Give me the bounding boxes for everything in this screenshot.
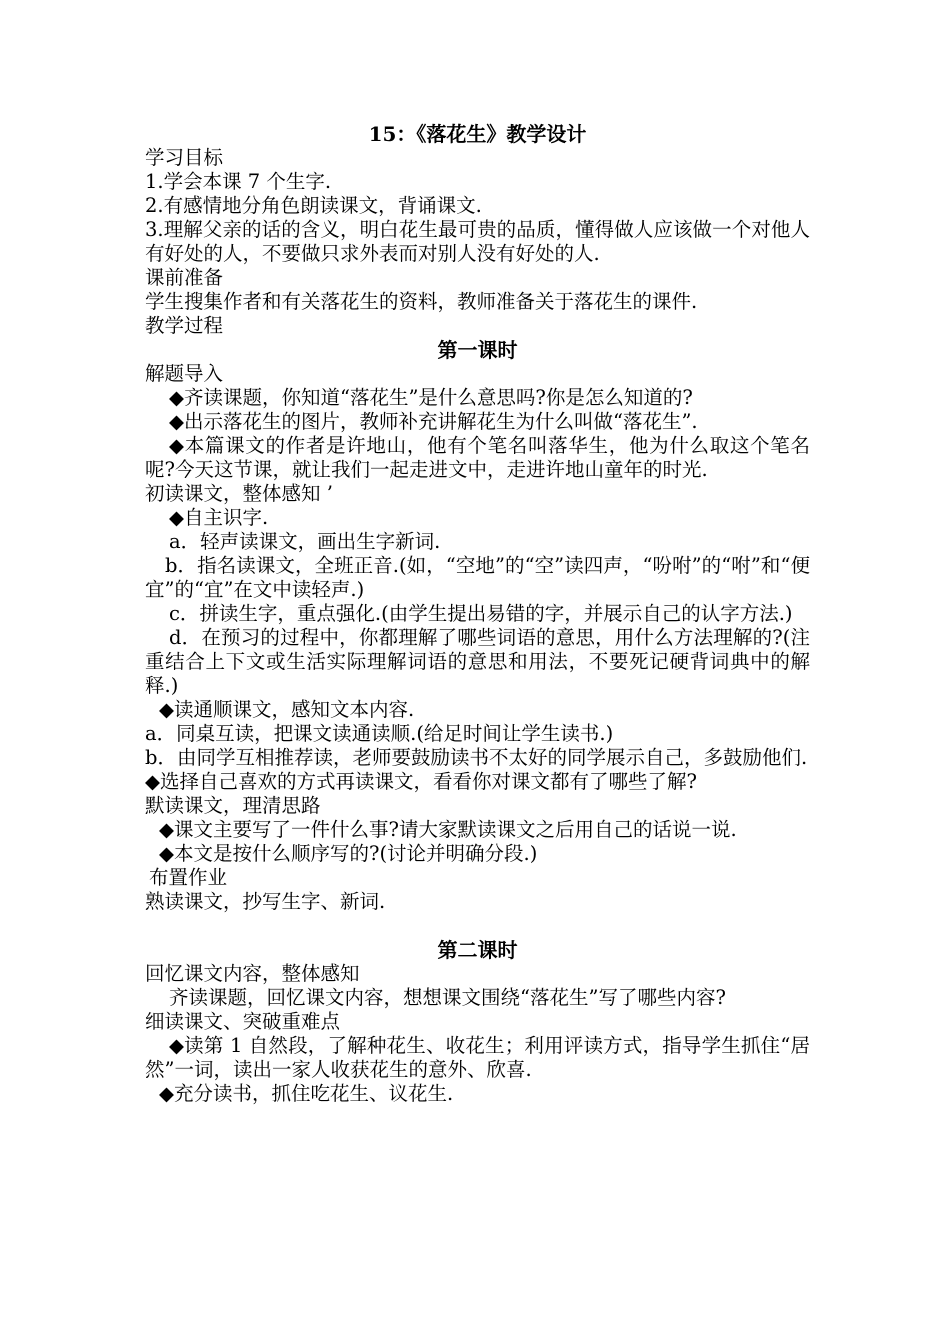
recall-text: 齐读课题，回忆课文内容，想想课文围绕“落花生”写了哪些内容?	[169, 986, 726, 1009]
intro-item: ◆齐读课题，你知道“落花生”是什么意思吗?你是怎么知道的?	[169, 386, 693, 409]
homework-heading: 布置作业	[149, 866, 228, 889]
goal-item: 1.学会本课 7 个生字.	[145, 170, 332, 193]
silent-item: ◆课文主要写了一件什么事?请大家默读课文之后用自己的话说一说.	[159, 818, 737, 841]
self-item: b．指名读课文，全班正音.(如，“空地”的“空”读四声，“吩咐”的“咐”和“便宜”的“宜”在文中读轻声.)	[145, 554, 810, 601]
goals-heading: 学习目标	[145, 146, 224, 169]
close-item: ◆充分读书，抓住吃花生、议花生.	[159, 1082, 454, 1105]
self-item: d．在预习的过程中，你都理解了哪些词语的意思，用什么方法理解的?(注重结合上下文或生活实际理解词语的意思和用法，不要死记硬背词典中的解释.)	[145, 626, 810, 697]
fluent-sub: a．同桌互读，把课文读通读顺.(给足时间让学生读书.)	[145, 722, 614, 745]
recall-heading: 回忆课文内容，整体感知	[145, 962, 360, 985]
goal-item: 2.有感情地分角色朗读课文，背诵课文.	[145, 194, 482, 217]
close-item: ◆读第 1 自然段，了解种花生、收花生；利用评读方式，指导学生抓住“居然”一词，读出一家人收获花生的意外、欣喜.	[145, 1034, 810, 1081]
read-heading: 初读课文，整体感知 ’	[145, 482, 333, 505]
prep-heading: 课前准备	[145, 266, 224, 289]
silent-heading: 默读课文，理清思路	[145, 794, 321, 817]
self-item: c．拼读生字，重点强化.(由学生提出易错的字，并展示自己的认字方法.)	[169, 602, 793, 625]
lesson2-heading: 第二课时	[437, 938, 518, 962]
self-study: ◆自主识字.	[169, 506, 269, 529]
goal-item: 3.理解父亲的话的含义，明白花生最可贵的品质，懂得做人应该做一个对他人有好处的人，不要做只求外表而对别人没有好处的人.	[145, 218, 810, 265]
self-item: a．轻声读课文，画出生字新词.	[169, 530, 441, 553]
intro-item: ◆出示落花生的图片，教师补充讲解花生为什么叫做“落花生”.	[169, 410, 698, 433]
close-heading: 细读课文、突破重难点	[145, 1010, 341, 1033]
intro-heading: 解题导入	[145, 362, 224, 385]
fluent-item: ◆读通顺课文，感知文本内容.	[159, 698, 415, 721]
fluent-sub: b．由同学互相推荐读，老师要鼓励读书不太好的同学展示自己，多鼓励他们.	[145, 746, 808, 769]
intro-item: ◆本篇课文的作者是许地山，他有个笔名叫落华生，他为什么取这个笔名呢?今天这节课，就让我们一起走进文中，走进许地山童年的时光.	[145, 434, 810, 481]
choose-item: ◆选择自己喜欢的方式再读课文，看看你对课文都有了哪些了解?	[145, 770, 697, 793]
prep-text: 学生搜集作者和有关落花生的资料，教师准备关于落花生的课件.	[145, 290, 698, 313]
homework-text: 熟读课文，抄写生字、新词.	[145, 890, 386, 913]
lesson1-heading: 第一课时	[437, 338, 518, 362]
document-body	[145, 122, 810, 1106]
spacer	[145, 914, 810, 938]
document-title: 15：《落花生》教学设计	[368, 122, 587, 146]
process-heading: 教学过程	[145, 314, 224, 337]
silent-item: ◆本文是按什么顺序写的?(讨论并明确分段.)	[159, 842, 538, 865]
